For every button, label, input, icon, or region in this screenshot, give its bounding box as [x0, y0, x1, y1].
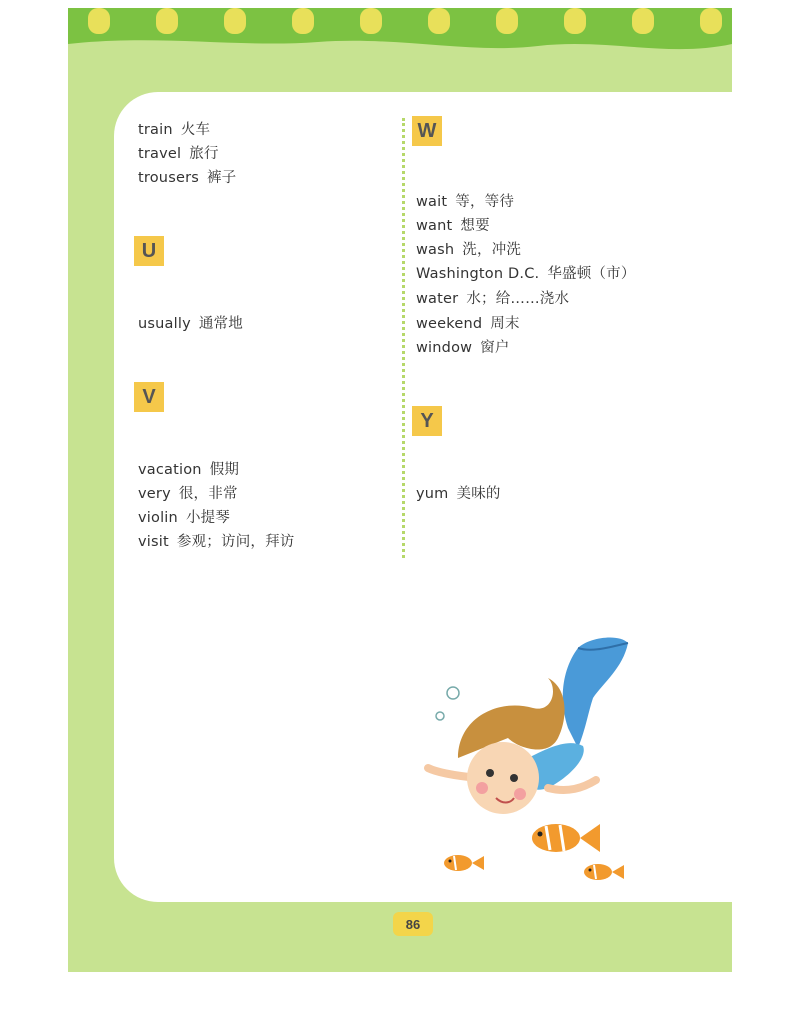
entry-trousers: trousers 裤子 [138, 170, 237, 186]
entry-vacation: vacation 假期 [138, 462, 240, 478]
column-divider [402, 118, 405, 558]
entry-visit: visit 参观；访问，拜访 [138, 534, 295, 550]
letter-badge-v: V [134, 382, 164, 412]
entry-wash: wash 洗，冲洗 [416, 242, 522, 258]
entry-washington-dc: Washington D.C. 华盛顿（市） [416, 266, 636, 282]
mermaid-illustration [418, 628, 648, 898]
entry-want: want 想要 [416, 218, 490, 234]
entry-yum: yum 美味的 [416, 486, 501, 502]
entry-weekend: weekend 周末 [416, 316, 520, 332]
entry-travel: travel 旅行 [138, 146, 219, 162]
letter-badge-w: W [412, 116, 442, 146]
letter-badge-u: U [134, 236, 164, 266]
decorative-top-band [68, 8, 732, 68]
textbook-page [68, 8, 732, 972]
fish-icon [532, 824, 600, 852]
entry-violin: violin 小提琴 [138, 510, 231, 526]
entry-wait: wait 等，等待 [416, 194, 515, 210]
entry-very: very 很，非常 [138, 486, 238, 502]
entry-train: train 火车 [138, 122, 211, 138]
page-number: 86 [393, 912, 433, 936]
letter-badge-y: Y [412, 406, 442, 436]
entry-window: window 窗户 [416, 340, 510, 356]
entry-water: water 水；给……浇水 [416, 291, 570, 307]
entry-usually: usually 通常地 [138, 316, 243, 332]
